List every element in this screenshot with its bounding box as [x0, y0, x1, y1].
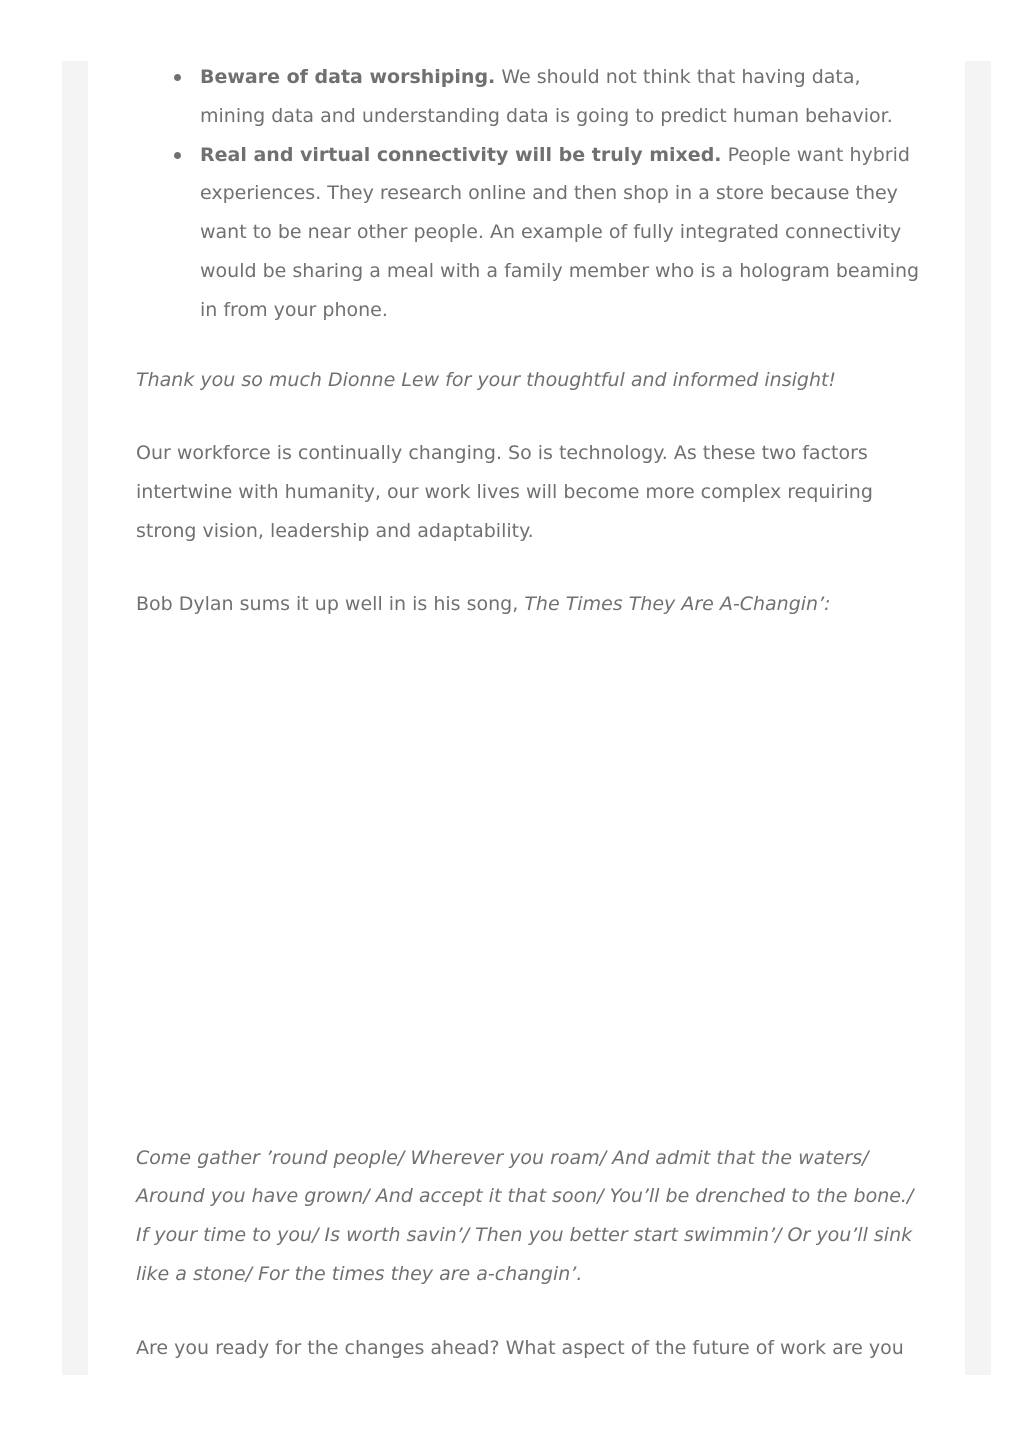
list-item — [136, 58, 926, 136]
list-item-heading: Beware of data worshiping. — [200, 66, 496, 88]
list-item-text: We should not think that having data, mining data and understanding data is going to predict human behavior. — [200, 66, 893, 127]
thanks-note: Thank you so much Dionne Lew for your thoughtful and informed insight! — [136, 368, 837, 391]
song-title: The Times They Are A-Changin’: — [524, 592, 831, 615]
left-margin-band — [62, 61, 88, 1375]
closing-question: Are you ready for the changes ahead? What aspect of the future of work are you — [136, 1336, 904, 1359]
right-margin-band — [965, 61, 991, 1375]
dylan-intro-text: Bob Dylan sums it up well in is his song, — [136, 592, 525, 615]
embedded-video-area[interactable] — [136, 624, 926, 1139]
song-lyrics: Come gather ’round people/ Wherever you roam/ And admit that the waters/ Around you have grown/ And accept it that soon/ You’ll be drenched to the bone./ If your time to you/ Is worth savin’/ Then you better start swimmin’/ Or you’ll sink like a stone/ For the times they are a-changin’. — [136, 1146, 914, 1285]
bullet-icon — [174, 152, 181, 159]
list-item-text: People want hybrid experiences. They research online and then shop in a store because they want to be near other people. An example of fully integrated connectivity would be sharing a meal with a family member who is a hologram beaming in from your phone. — [200, 143, 920, 321]
insight-list — [136, 58, 926, 330]
list-item-heading: Real and virtual connectivity will be truly mixed. — [200, 143, 722, 166]
article-body — [136, 58, 926, 1368]
list-item — [136, 136, 926, 330]
dylan-intro — [136, 585, 926, 624]
workforce-paragraph: Our workforce is continually changing. So is technology. As these two factors intertwine with humanity, our work lives will become more complex requiring strong vision, leadership and adaptability. — [136, 442, 873, 542]
bullet-icon — [174, 74, 181, 81]
